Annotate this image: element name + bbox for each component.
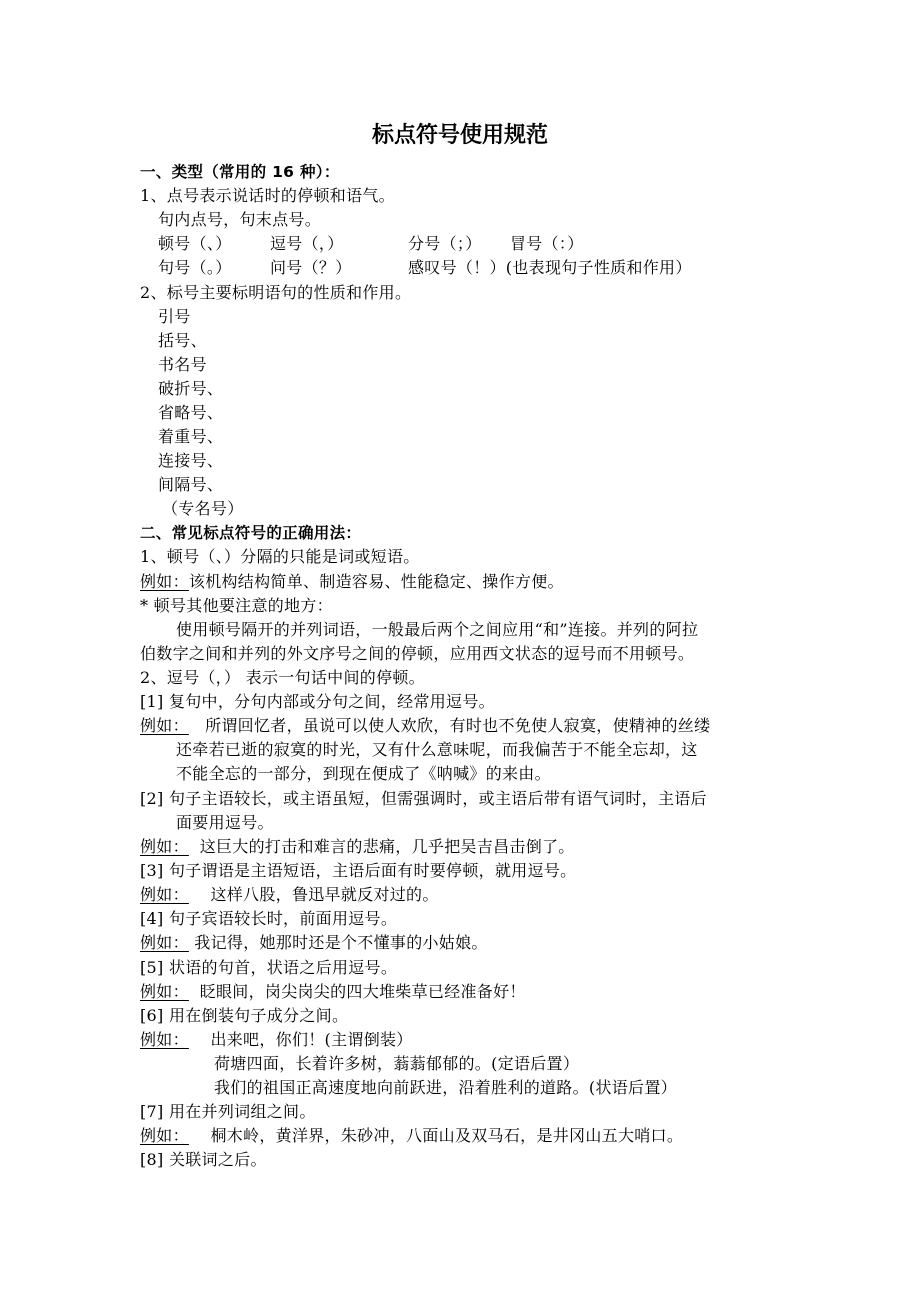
mark-list-item: 引号 <box>158 307 191 326</box>
mark-gantanhao: 感叹号（！）(也表现句子性质和作用） <box>408 258 692 277</box>
mark-list-item: 着重号、 <box>158 427 224 446</box>
example-label: 例如： <box>140 1126 189 1145</box>
douhao-case-7-example <box>140 1124 683 1148</box>
example-text: 我记得，她那时还是个不懂事的小姑娘。 <box>194 933 488 952</box>
mark-list-item: （专名号） <box>162 499 244 518</box>
douhao-case-1-example <box>140 714 710 738</box>
example-text: 出来吧，你们！(主谓倒装） <box>210 1030 413 1049</box>
mark-row-2 <box>158 256 758 280</box>
example-text-line: 还牵若已逝的寂寞的时光，又有什么意味呢，而我偏苦于不能全忘却，这 <box>176 740 698 759</box>
section-heading-usage: 二、常见标点符号的正确用法： <box>140 524 362 542</box>
douhao-case-2-line: 面要用逗号。 <box>176 813 274 832</box>
mark-list-item: 书名号 <box>158 355 207 374</box>
dunhao-note-line: 伯数字之间和并列的外文序号之间的停顿，应用西文状态的逗号而不用顿号。 <box>140 644 695 663</box>
mark-list-item: 省略号、 <box>158 403 224 422</box>
douhao-case-4-example <box>140 931 488 955</box>
douhao-case-6-example <box>140 1028 413 1052</box>
example-text: 该机构结构简单、制造容易、性能稳定、操作方便。 <box>188 572 564 591</box>
example-text: 桐木岭，黄洋界，朱砂冲，八面山及双马石，是井冈山五大哨口。 <box>210 1126 684 1145</box>
example-text-line: 荷塘四面，长着许多树，蓊蓊郁郁的。(定语后置） <box>214 1054 580 1073</box>
douhao-case-6: [6] 用在倒装句子成分之间。 <box>140 1006 349 1025</box>
douhao-case-2-example <box>140 835 575 859</box>
example-label: 例如： <box>140 885 189 904</box>
example-label: 例如： <box>140 837 189 856</box>
example-label: 例如： <box>140 716 189 735</box>
douhao-case-5-example <box>140 980 526 1004</box>
mark-douhao: 逗号（，） <box>270 234 344 253</box>
para-point-marks-sub: 句内点号，句末点号。 <box>158 210 322 229</box>
dunhao-rule: 1、顿号（、）分隔的只能是词或短语。 <box>140 547 420 566</box>
douhao-case-5: [5] 状语的句首，状语之后用逗号。 <box>140 958 398 977</box>
example-text: 这巨大的打击和难言的悲痛，几乎把吴吉昌击倒了。 <box>199 837 575 856</box>
mark-list-item: 间隔号、 <box>158 475 224 494</box>
para-label-marks: 2、标号主要标明语句的性质和作用。 <box>140 283 412 302</box>
dunhao-example <box>140 570 564 594</box>
para-point-marks: 1、点号表示说话时的停顿和语气。 <box>140 186 395 205</box>
example-label: 例如： <box>140 1030 189 1049</box>
douhao-case-8: [8] 关联词之后。 <box>140 1150 267 1169</box>
douhao-case-1: [1] 复句中，分句内部或分句之间，经常用逗号。 <box>140 692 495 711</box>
example-text-line: 我们的祖国正高速度地向前跃进，沿着胜利的道路。(状语后置） <box>214 1078 677 1097</box>
page-title: 标点符号使用规范 <box>371 123 548 148</box>
mark-fenhao: 分号（；） <box>408 234 482 253</box>
section-heading-types: 一、类型（常用的 16 种）： <box>140 163 340 181</box>
douhao-case-7: [7] 用在并列词组之间。 <box>140 1102 316 1121</box>
mark-wenhao: 问号（？） <box>270 258 352 277</box>
example-text: 这样八股，鲁迅早就反对过的。 <box>210 885 439 904</box>
dunhao-note-line: 使用顿号隔开的并列词语，一般最后两个之间应用“和”连接。并列的阿拉 <box>176 620 699 639</box>
mark-maohao: 冒号（：） <box>510 234 584 253</box>
mark-list-item: 连接号、 <box>158 451 224 470</box>
douhao-case-4: [4] 句子宾语较长时，前面用逗号。 <box>140 909 398 928</box>
mark-list-item: 破折号、 <box>158 379 224 398</box>
douhao-case-3: [3] 句子谓语是主语短语，主语后面有时要停顿，就用逗号。 <box>140 861 577 880</box>
douhao-case-3-example <box>140 883 439 907</box>
example-label: 例如： <box>140 982 189 1001</box>
example-text: 眨眼间，岗尖岗尖的四大堆柴草已经准备好！ <box>199 982 526 1001</box>
mark-juhao: 句号（。） <box>158 258 232 277</box>
mark-list-item: 括号、 <box>158 331 207 350</box>
mark-row-1 <box>158 232 758 256</box>
douhao-case-2: [2] 句子主语较长，或主语虽短，但需强调时，或主语后带有语气词时，主语后 <box>140 789 707 808</box>
example-label: 例如： <box>140 933 189 952</box>
mark-dunhao: 顿号（、） <box>158 234 232 253</box>
dunhao-note: * 顿号其他要注意的地方： <box>140 596 333 615</box>
douhao-rule: 2、逗号（，） 表示一句话中间的停顿。 <box>140 668 425 687</box>
example-text-line: 不能全忘的一部分，到现在便成了《呐喊》的来由。 <box>176 764 551 783</box>
example-label: 例如： <box>140 572 189 591</box>
example-text: 所谓回忆者，虽说可以使人欢欣，有时也不免使人寂寞，使精神的丝缕 <box>205 716 711 735</box>
